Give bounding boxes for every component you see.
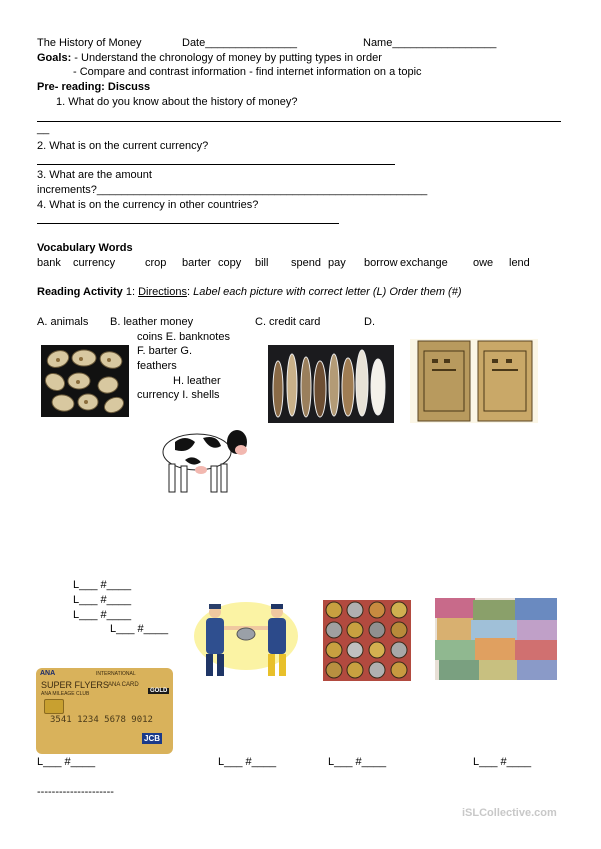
option-line-4: feathers [137, 360, 177, 372]
card-number: 3541 1234 5678 9012 [50, 715, 153, 725]
vocab-word: currency [73, 257, 116, 269]
vocab-word: exchange [400, 257, 448, 269]
banknote-icon [435, 598, 557, 680]
card-program: SUPER FLYERS [41, 680, 109, 690]
vocab-word: borrow [364, 257, 398, 269]
date-field[interactable]: Date_______________ [182, 37, 298, 49]
banknotes-picture [435, 598, 557, 680]
shells-icon [41, 345, 129, 417]
answer-blank[interactable]: L___ #____ [37, 756, 96, 768]
option-line-6: currency I. shells [137, 389, 220, 401]
answer-blank[interactable]: L___ #____ [73, 609, 132, 621]
directions-label: Directions [138, 286, 187, 298]
question-3-cont: increments?______________________________________________________ [37, 184, 428, 196]
question-2: 2. What is on the current currency? [37, 140, 209, 152]
option-line-2: coins E. banknotes [137, 331, 230, 343]
answer-blank[interactable]: L___ #____ [73, 579, 132, 591]
directions-colon: : [186, 286, 194, 298]
option-line-5: H. leather [173, 375, 221, 387]
vocab-word: spend [291, 257, 321, 269]
goals-line-1: - Understand the chronology of money by putting types in order [71, 52, 382, 64]
card-club: ANA MILEAGE CLUB [41, 691, 90, 697]
question-3: 3. What are the amount [37, 169, 152, 181]
answer-blank[interactable]: L___ #____ [473, 756, 532, 768]
goals-line-2: - Compare and contrast information - find internet information on a topic [73, 66, 422, 78]
reading-activity [37, 286, 462, 298]
vocab-word: copy [218, 257, 242, 269]
leather-note-icon [410, 339, 538, 423]
reading-activity-label: Reading Activity [37, 286, 123, 298]
card-chip-icon [44, 699, 64, 714]
coin-icon [323, 600, 411, 681]
goals-label: Goals: [37, 52, 72, 64]
goals [37, 52, 382, 64]
option-line-3: F. barter G. [137, 345, 193, 357]
coins-picture [323, 600, 411, 681]
answer-blank[interactable]: L___ #____ [328, 756, 387, 768]
directions-text: Label each picture with correct letter (L) Order them (#) [193, 286, 462, 298]
barter-icon [190, 600, 302, 682]
vocab-word: pay [328, 257, 346, 269]
option-a: A. animals [37, 316, 89, 328]
name-field[interactable]: Name_________________ [363, 37, 497, 49]
question-4: 4. What is on the currency in other countries? [37, 199, 259, 211]
feather-icon [268, 345, 394, 423]
prereading-heading: Pre- reading: Discuss [37, 81, 151, 93]
cow-icon [155, 420, 251, 498]
worksheet-title: The History of Money [37, 37, 142, 49]
vocab-word: owe [473, 257, 494, 269]
watermark: iSLCollective.com [462, 807, 557, 819]
feathers-picture [268, 345, 394, 423]
answer-blank[interactable]: L___ #____ [73, 594, 132, 606]
shells-picture [41, 345, 129, 417]
answer-line-2[interactable] [37, 164, 395, 165]
vocab-word: crop [145, 257, 167, 269]
answer-line-1-tail: __ [37, 123, 50, 135]
answer-blank[interactable]: L___ #____ [110, 623, 169, 635]
leather-money-picture [410, 339, 538, 423]
vocab-word: lend [509, 257, 530, 269]
card-intl: INTERNATIONAL [96, 671, 136, 677]
answer-line-1[interactable] [37, 121, 561, 122]
option-c: C. credit card [255, 316, 321, 328]
footer-dashes: --------------------- [37, 786, 114, 798]
vocab-word: bill [255, 257, 269, 269]
credit-card-picture [36, 668, 173, 754]
option-b: B. leather money [110, 316, 194, 328]
card-name: ANA CARD [108, 682, 139, 688]
card-airline: ANA [40, 670, 56, 677]
vocab-word: barter [182, 257, 211, 269]
barter-picture [190, 600, 302, 682]
vocabulary-heading: Vocabulary Words [37, 242, 133, 254]
card-tier: GOLD [150, 688, 168, 694]
question-1: 1. What do you know about the history of money? [56, 96, 298, 108]
answer-line-4[interactable] [37, 223, 339, 224]
cow-picture [155, 420, 251, 498]
vocab-word: bank [37, 257, 61, 269]
answer-blank[interactable]: L___ #____ [218, 756, 277, 768]
option-d: D. [364, 316, 375, 328]
card-brand: JCB [144, 734, 161, 743]
reading-activity-num: 1: [122, 286, 139, 298]
